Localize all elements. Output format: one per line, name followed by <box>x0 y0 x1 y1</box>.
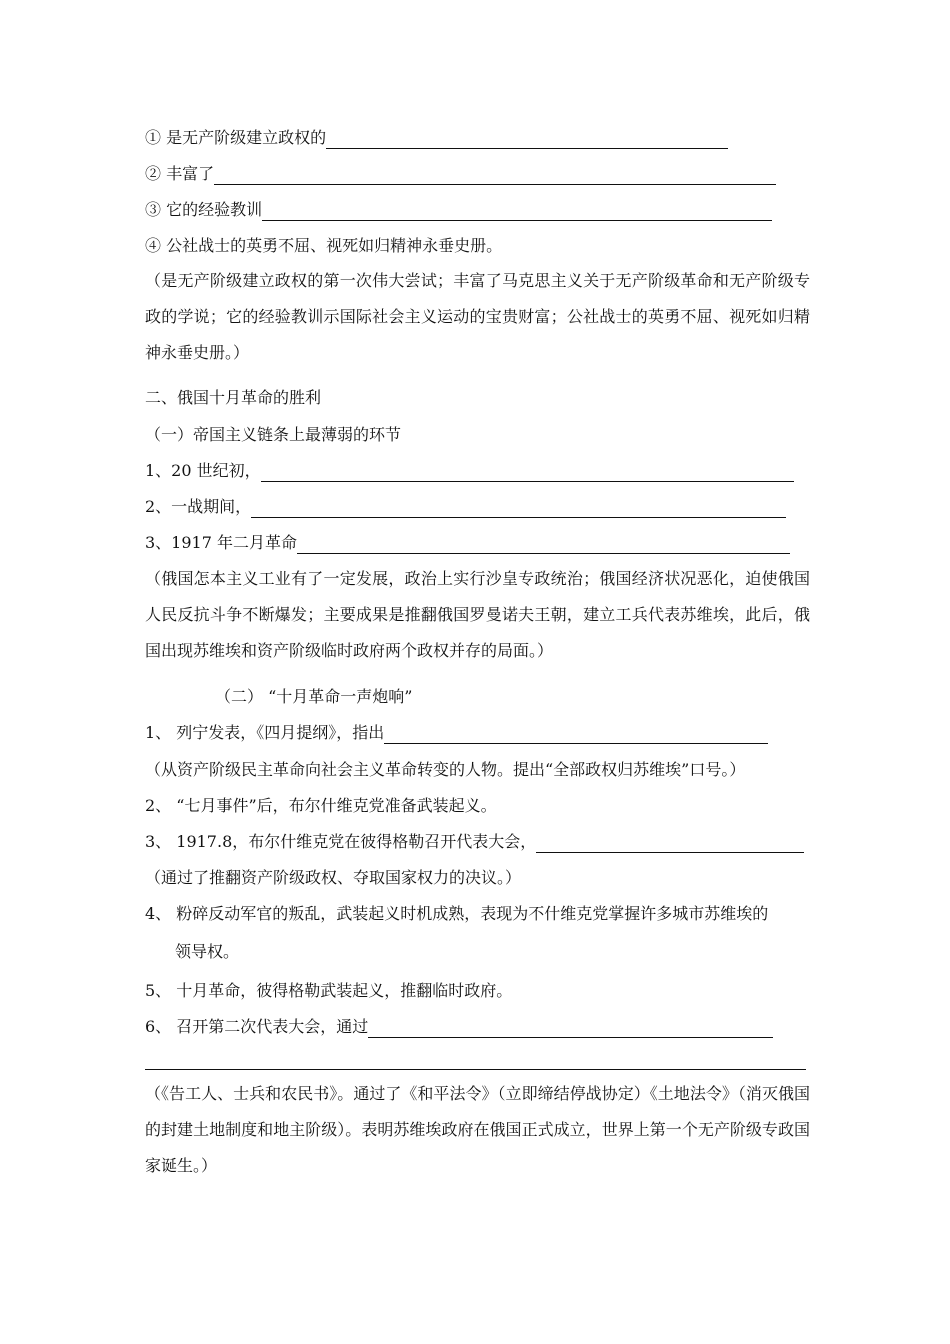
fill-item-3 <box>145 831 804 853</box>
subsection-heading: （二） “十月革命一声炮响” <box>215 687 413 706</box>
blank-line[interactable] <box>536 834 804 853</box>
subsection-heading: （一）帝国主义链条上最薄弱的环节 <box>145 425 402 444</box>
blank-line[interactable] <box>326 130 728 149</box>
blank-line[interactable] <box>251 499 786 518</box>
blank-line[interactable] <box>214 166 776 185</box>
blank-line[interactable] <box>261 463 794 482</box>
statement-item-5: 5、 十月革命，彼得格勒武装起义，推翻临时政府。 <box>145 981 513 1000</box>
statement-item-2: 2、 “七月事件”后，布尔什维克党准备武装起义。 <box>145 796 497 815</box>
answer-paragraph: （是无产阶级建立政权的第一次伟大尝试；丰富了马克思主义关于无产阶级革命和无产阶级专政的学说；它的经验教训示国际社会主义运动的宝贵财富；公社战士的英勇不屈、视死如归精神永垂史册。） <box>145 271 810 362</box>
blank-line[interactable] <box>297 535 790 554</box>
item-text: 1、 列宁发表，《四月提纲》，指出 <box>145 723 385 742</box>
item-text: 1、20 世纪初， <box>145 461 261 480</box>
blank-line-full[interactable] <box>145 1069 806 1070</box>
fill-item-6 <box>145 1016 773 1038</box>
item-text: 3、 1917.8，布尔什维克党在彼得格勒召开代表大会， <box>145 832 537 851</box>
fill-item-1 <box>145 460 794 482</box>
statement-item-4 <box>145 235 502 257</box>
statement-item-4-continued: 领导权。 <box>175 942 240 961</box>
item-text: ② 丰富了 <box>145 164 215 183</box>
item-text: 6、 召开第二次代表大会，通过 <box>145 1017 369 1036</box>
answer-line: （从资产阶级民主革命向社会主义革命转变的人物。提出“全部政权归苏维埃”口号。） <box>145 760 746 779</box>
fill-item-3 <box>145 532 790 554</box>
fill-item-1 <box>145 127 728 149</box>
item-text: ④ 公社战士的英勇不屈、视死如归精神永垂史册。 <box>145 236 503 255</box>
statement-item-4: 4、 粉碎反动军官的叛乱，武装起义时机成熟，表现为不什维克党掌握许多城市苏维埃的 <box>145 904 769 923</box>
blank-line[interactable] <box>368 1019 773 1038</box>
item-text: 2、一战期间， <box>145 497 252 516</box>
fill-item-2 <box>145 496 786 518</box>
item-text: ① 是无产阶级建立政权的 <box>145 128 327 147</box>
item-text: 3、1917 年二月革命 <box>145 533 297 552</box>
blank-line[interactable] <box>384 725 768 744</box>
section-heading: 二、俄国十月革命的胜利 <box>145 388 322 407</box>
item-text: ③ 它的经验教训 <box>145 200 263 219</box>
answer-line: （通过了推翻资产阶级政权、夺取国家权力的决议。） <box>145 868 522 887</box>
fill-item-1 <box>145 722 768 744</box>
fill-item-3 <box>145 199 772 221</box>
answer-paragraph: （《告工人、士兵和农民书》。通过了《和平法令》（立即缔结停战协定）《土地法令》（消灭俄国的封建土地制度和地主阶级）。表明苏维埃政府在俄国正式成立，世界上第一个无产阶级专政国家诞生。） <box>145 1084 810 1175</box>
answer-paragraph: （俄国怎本主义工业有了一定发展，政治上实行沙皇专政统治；俄国经济状况恶化，迫使俄国人民反抗斗争不断爆发；主要成果是推翻俄国罗曼诺夫王朝，建立工兵代表苏维埃，此后，俄国出现苏维埃和资产阶级临时政府两个政权并存的局面。） <box>145 569 810 660</box>
blank-line[interactable] <box>262 202 772 221</box>
fill-item-2 <box>145 163 776 185</box>
